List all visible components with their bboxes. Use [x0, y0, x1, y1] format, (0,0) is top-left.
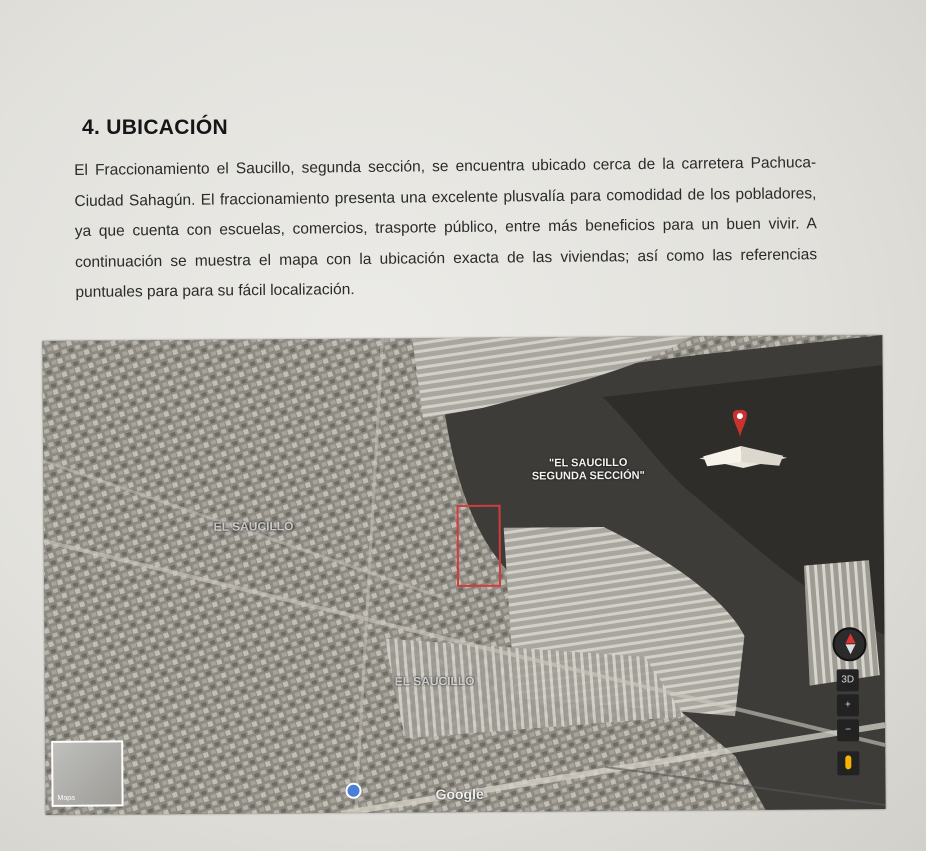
map-pin-icon — [693, 410, 793, 473]
map-label-area-south: EL SAUCILLO — [394, 673, 475, 689]
section-paragraph: El Fraccionamiento el Saucillo, segunda sección, se encuentra ubicado cerca de la carretera Pachuca-Ciudad Sahagún. El fraccionamiento presenta una excelente plusvalía para comodidad de los pobladores, ya que cuenta con escuelas, comercios, trasporte público, entre más beneficios para un buen vivir. A continuación se muestra el mapa con la ubicación exacta de las viviendas; así como las referencias puntuales para para su fácil localización. — [74, 154, 818, 301]
map-imagery — [42, 335, 885, 815]
satellite-map[interactable] — [42, 335, 885, 815]
map-label-area-west: EL SAUCILLO — [213, 519, 294, 534]
zoom-out-button[interactable]: − — [837, 719, 859, 741]
compass-icon[interactable] — [832, 627, 866, 661]
map-type-thumbnail[interactable] — [51, 740, 123, 807]
tilt-3d-button[interactable]: 3D — [837, 669, 859, 691]
map-type-label: Mapa — [57, 794, 76, 802]
map-label-line1: "EL SAUCILLO — [548, 456, 628, 470]
map-label-saucillo-segunda — [513, 457, 663, 484]
pegman-icon[interactable] — [837, 751, 859, 775]
zoom-in-button[interactable]: + — [837, 694, 859, 716]
google-attribution: Google — [435, 785, 484, 803]
location-book-marker — [693, 410, 793, 473]
map-label-line2: SEGUNDA SECCIÓN" — [531, 469, 645, 483]
map-controls — [832, 627, 863, 775]
place-pin-icon[interactable] — [345, 783, 361, 799]
section-heading: 4. UBICACIÓN — [82, 116, 228, 139]
